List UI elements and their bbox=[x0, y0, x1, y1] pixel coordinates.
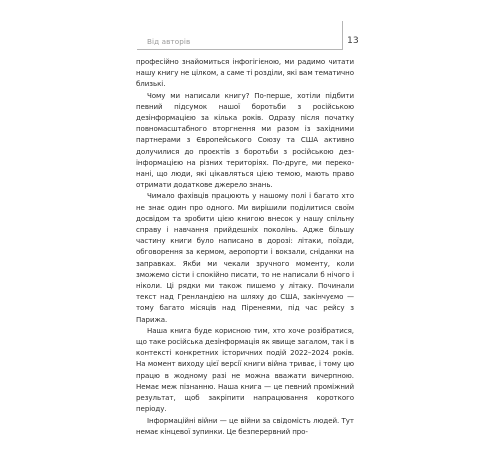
paragraph-2: Чому ми написали книгу? По-перше, хотіли підбити певний підсумок нашої боротьби з російською дезінформацією за кілька років. Одразу після початку повномасштабного вторгнення ми разом із західними партнерами з Європейського Союзу та США активно долучилися до проєктів з боротьби з російською дезінформацією на різних територіях. По-друге, ми переконані, що люди, які цікавляться цією темою, мають право отримати додаткове джерело знань. bbox=[136, 90, 354, 190]
body-text bbox=[136, 56, 354, 437]
paragraph-1: професійно знайомиться інфогігієною, ми радимо читати нашу книгу не цілком, а саме ті розділи, які вам тематично близькі. bbox=[136, 57, 354, 89]
header-vertical-rule bbox=[342, 21, 343, 49]
page-number: 13 bbox=[347, 35, 359, 46]
header-rule bbox=[137, 49, 343, 50]
paragraph-3: Чимало фахівців працюють у нашому полі і багато хто не знає один про одного. Ми вирішили поділитися своїм досвідом та зробити цією книгою внесок у нашу спільну справу і навчання прийдешніх поколінь. Адже більшу частину книги було написано в дорозі: літаки, поїзди, обговорення за кермом, аеропорти і вокзали, сніданки на заправках. Якби ми чекали зручного моменту, коли зможемо сісти і спокійно писати, то не написали б нічого і ніколи. Ці рядки ми також пишемо у літаку. Починали текст над Гренландією на шляху до США, закінчуємо — тому багато місяців над Піренеями, під час рейсу з Парижа. bbox=[136, 191, 354, 324]
running-header: Від авторів bbox=[147, 37, 191, 46]
paragraph-4: Наша книга буде корисною тим, хто хоче розібратися, що таке російська дезінформація як явище загалом, так і в контексті конкретних історичних подій 2022–2024 років. На момент виходу цієї версії книги війна триває, і тому цю працю в жодному разі не можна вважати вичерпною. Немає меж пізнанню. Наша книга — це певний проміжний результат, щоб закріпити напрацювання короткого періоду. bbox=[136, 325, 354, 414]
paragraph-5: Інформаційні війни — це війни за свідомість людей. Тут немає кінцевої зупинки. Це безперервний про- bbox=[136, 415, 354, 436]
